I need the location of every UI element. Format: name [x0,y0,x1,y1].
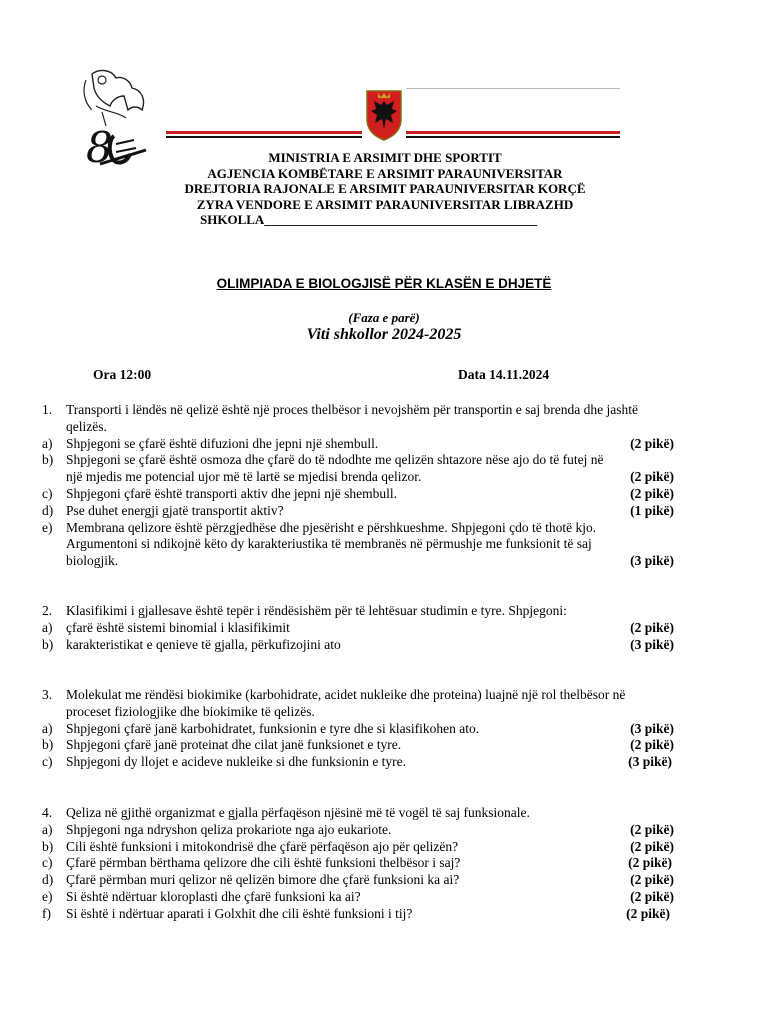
item-mark: a) [42,720,53,736]
item-mark: a) [42,435,53,451]
question-text: Transporti i lëndës në qelizë është një proces thelbësor i nevojshëm për transportin e saj brenda dhe jashtë qelizës. [66,402,638,434]
question-item [42,754,682,771]
albanian-eagle-emblem-icon [364,89,404,141]
question-number: 4. [42,805,53,820]
item-points: (2 pikë) [626,905,670,921]
item-mark: a) [42,821,53,837]
item-points: (2 pikë) [630,485,674,501]
item-mark: e) [42,888,53,904]
item-points: (3 pikë) [630,636,674,652]
item-text: Shpjegoni çfarë janë proteinat dhe cilat janë funksionet e tyre. [66,737,402,753]
item-mark: b) [42,737,54,753]
exam-title: OLIMPIADA E BIOLOGJISË PËR KLASËN E DHJETË [216,276,552,291]
item-points: (2 pikë) [630,821,674,837]
item-mark: d) [42,502,54,518]
question-item [42,486,682,503]
item-text: Çfarë përmban bërthama qelizore dhe cili është funksioni thelbësor i saj? [66,855,461,871]
question-1 [42,402,682,570]
item-text: Shpjegoni nga ndryshon qeliza prokariote nga ajo eukariote. [66,821,392,837]
item-text: Shpjegoni se çfarë është difuzioni dhe jepni një shembull. [66,435,379,451]
black-rule-right [406,136,620,138]
item-text: Shpjegoni dy llojet e acideve nukleike si dhe funksionin e tyre. [66,754,407,770]
item-points: (2 pikë) [630,737,674,753]
question-item [42,889,682,906]
item-points: (3 pikë) [628,754,672,770]
item-mark: b) [42,452,54,468]
question-stem [42,402,682,436]
item-points: (2 pikë) [630,435,674,451]
black-rule-left [166,136,362,138]
item-mark: c) [42,754,53,770]
question-item [42,906,682,923]
item-points: (2 pikë) [630,619,674,635]
item-text: Shpjegoni çfarë janë karbohidratet, funksionin e tyre dhe si klasifikohen ato. [66,720,480,736]
item-mark: b) [42,838,54,854]
item-points: (3 pikë) [630,720,674,736]
exam-time: Ora 12:00 [93,367,152,382]
item-mark: b) [42,636,54,652]
question-item [42,872,682,889]
svg-text:8: 8 [86,123,113,172]
item-text: Si është ndërtuar kloroplasti dhe çfarë funksioni ka ai? [66,888,361,904]
item-points: (2 pikë) [630,838,674,854]
question-item [42,839,682,856]
item-text: Shpjegoni se çfarë është osmoza dhe çfarë do të ndodhte me qelizën shtazore nëse ajo do të futej në një mjedis me potencial ujor më të lartë se mjedisi brenda qelizor. [66,452,604,485]
item-mark: a) [42,619,53,635]
item-mark: d) [42,872,54,888]
question-4 [42,805,682,923]
item-points: (2 pikë) [630,469,674,485]
question-item [42,721,682,738]
regional-directorate-line: DREJTORIA RAJONALE E ARSIMIT PARAUNIVERSITAR KORÇË [184,181,586,196]
item-text: karakteristikat e qenieve të gjalla, përkufizojini ato [66,636,341,652]
item-text: Membrana qelizore është përzgjedhëse dhe pjesërisht e përshkueshme. Shpjegoni çdo të thotë kjo. Argumentoni si ndikojnë këto dy karakteriustika të membranës në përmushje me funksionit të saj biologjik. [66,519,597,569]
agency-line: AGJENCIA KOMBËTARE E ARSIMIT PARAUNIVERSITAR [207,165,563,181]
item-text: Pse duhet energji gjatë transportit aktiv? [66,502,284,518]
question-item [42,737,682,754]
item-mark: e) [42,519,53,535]
question-2 [42,603,682,653]
question-item [42,620,682,637]
item-text: çfarë është sistemi binomial i klasifikimit [66,619,290,635]
question-item [42,637,682,654]
exam-date: Data 14.11.2024 [458,367,550,382]
question-number: 3. [42,687,53,702]
question-item [42,822,682,839]
school-year: Viti shkollor 2024-2025 [306,326,462,343]
question-number: 2. [42,603,53,618]
question-3 [42,687,682,771]
question-item [42,452,682,486]
question-stem [42,687,682,721]
question-text: Qeliza në gjithë organizmat e gjalla përfaqëson njësinë më të vogël të saj funksionale. [66,805,530,820]
question-text: Molekulat me rëndësi biokimike (karbohidrate, acidet nukleike dhe proteina) luajnë një rol thelbësor në proceset fiziologjike dhe biokimike të qelizës. [66,687,626,719]
red-rule-right [406,131,620,134]
question-text: Klasifikimi i gjallesave është tepër i rëndësishëm për të lehtësuar studimin e tyre. Shpjegoni: [66,603,567,618]
ministry-line: MINISTRIA E ARSIMIT DHE SPORTIT [268,150,502,165]
local-office-line: ZYRA VENDORE E ARSIMIT PARAUNIVERSITAR LIBRAZHD [196,196,574,212]
item-points: (3 pikë) [630,553,674,569]
item-mark: c) [42,485,53,501]
item-text: Çfarë përmban muri qelizor në qelizën bimore dhe çfarë funksioni ka ai? [66,872,460,888]
school-field: SHKOLLA__________________________________________ [200,212,538,227]
institution-header [140,150,630,228]
question-item [42,436,682,453]
item-points: (2 pikë) [630,872,674,888]
item-text: Cili është funksioni i mitokondrisë dhe çfarë përfaqëson ajo për qelizën? [66,838,459,854]
item-mark: f) [42,905,51,921]
item-mark: c) [42,855,53,871]
exam-phase: (Faza e parë) [348,310,420,325]
item-points: (2 pikë) [628,855,672,871]
question-stem [42,603,682,620]
red-rule-left [166,131,362,134]
question-item [42,503,682,520]
question-item [42,855,682,872]
item-text: Shpjegoni çfarë është transporti aktiv dhe jepni një shembull. [66,485,398,501]
item-points: (1 pikë) [630,502,674,518]
question-stem [42,805,682,822]
question-number: 1. [42,402,53,417]
item-points: (2 pikë) [630,888,674,904]
item-text: Si është i ndërtuar aparati i Golxhit dhe cili është funksioni i tij? [66,905,413,921]
header-top-rule [406,88,620,89]
question-item [42,520,682,570]
